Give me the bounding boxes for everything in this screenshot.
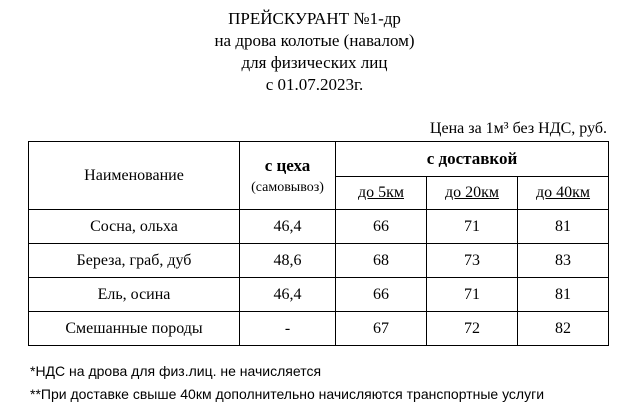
row-pickup-price: 46,4	[240, 210, 336, 244]
table-row	[29, 244, 609, 278]
delivery-header: с доставкой	[336, 142, 609, 177]
table-row	[29, 278, 609, 312]
pickup-header	[240, 142, 336, 210]
name-header: Наименование	[29, 142, 240, 210]
title-line-4: с 01.07.2023г.	[265, 75, 364, 94]
table-row	[29, 312, 609, 346]
row-price-5km: 67	[336, 312, 427, 346]
row-price-40km: 83	[518, 244, 609, 278]
delivery-col-20km: до 20км	[427, 177, 518, 210]
pickup-header-label: с цеха	[264, 155, 311, 175]
table-header-row	[29, 142, 609, 177]
row-name: Сосна, ольха	[29, 210, 240, 244]
footnote-vat: *НДС на дрова для физ.лиц. не начисляется	[30, 363, 322, 379]
row-price-5km: 68	[336, 244, 427, 278]
row-name: Береза, граб, дуб	[29, 244, 240, 278]
row-price-40km: 81	[518, 278, 609, 312]
price-table	[28, 141, 609, 346]
row-pickup-price: 48,6	[240, 244, 336, 278]
row-price-20km: 71	[427, 278, 518, 312]
row-name: Смешанные породы	[29, 312, 240, 346]
pickup-header-sub: (самовывоз)	[251, 179, 324, 195]
row-pickup-price: 46,4	[240, 278, 336, 312]
delivery-col-40km: до 40км	[518, 177, 609, 210]
price-unit-note: Цена за 1м³ без НДС, руб.	[429, 120, 607, 137]
delivery-col-5km: до 5км	[336, 177, 427, 210]
row-price-20km: 72	[427, 312, 518, 346]
row-price-20km: 71	[427, 210, 518, 244]
title-line-3: для физических лиц	[241, 53, 388, 72]
row-pickup-price: -	[240, 312, 336, 346]
row-name: Ель, осина	[29, 278, 240, 312]
footnote-delivery: **При доставке свыше 40км дополнительно начисляются транспортные услуги	[30, 386, 545, 402]
row-price-40km: 82	[518, 312, 609, 346]
title-line-2: на дрова колотые (навалом)	[214, 31, 415, 50]
row-price-5km: 66	[336, 278, 427, 312]
table-row	[29, 210, 609, 244]
title-line-1: ПРЕЙСКУРАНТ №1-др	[228, 9, 401, 28]
price-list-title	[0, 8, 629, 96]
row-price-20km: 73	[427, 244, 518, 278]
row-price-40km: 81	[518, 210, 609, 244]
row-price-5km: 66	[336, 210, 427, 244]
